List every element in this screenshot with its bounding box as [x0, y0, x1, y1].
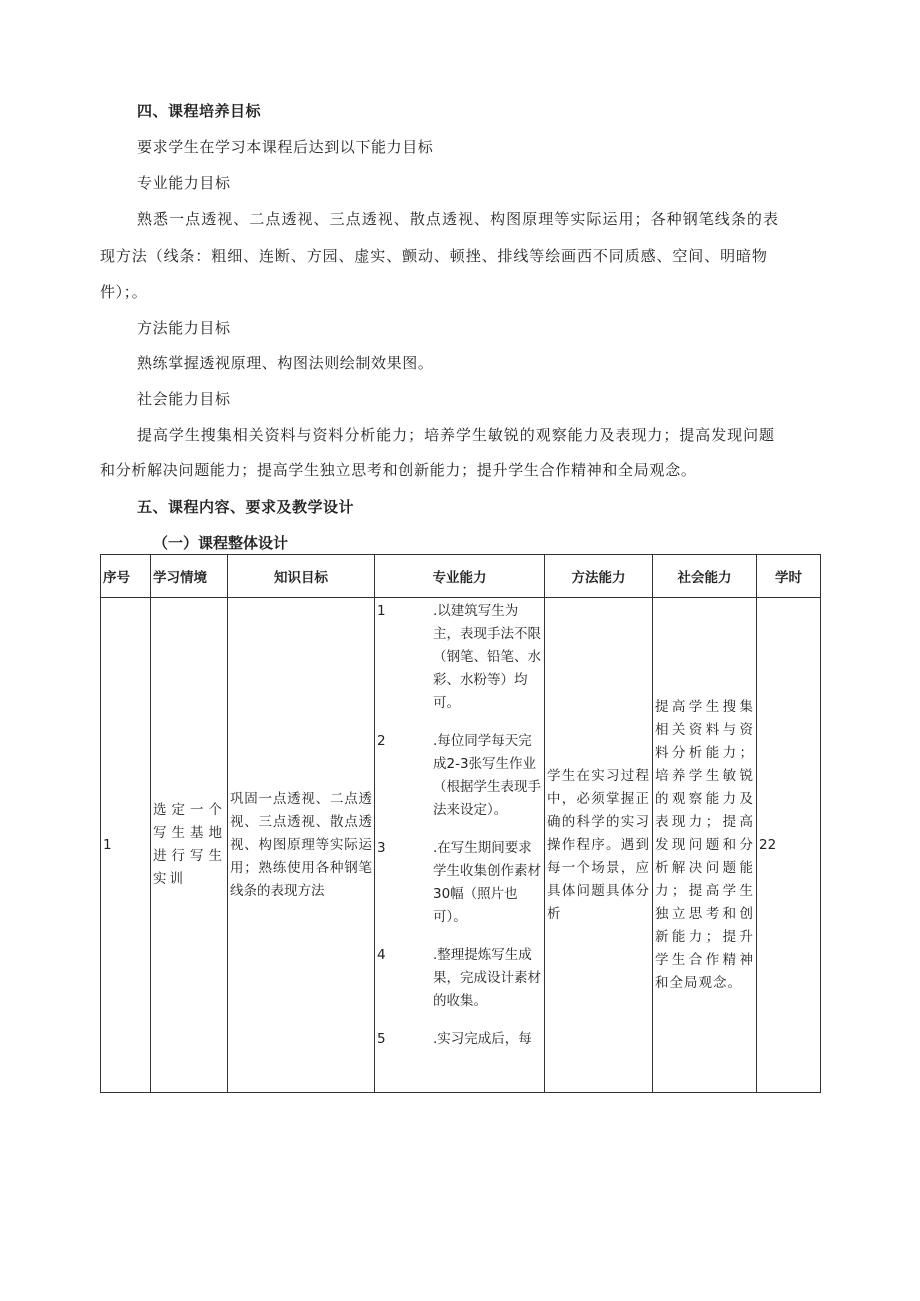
table-row [101, 598, 821, 1093]
social-goal-line2: 和分析解决问题能力；提高学生独立思考和创新能力；提升学生合作精神和全局观念。 [100, 461, 697, 479]
professional-goal-line3: 件）；。 [100, 283, 148, 301]
professional-item-text: .以建筑写生为主，表现手法不限（钢笔、铅笔、水彩、水粉等）均可。 [433, 603, 541, 711]
section5-heading: 五、课程内容、要求及教学设计 [137, 498, 355, 516]
header-professional: 专业能力 [375, 555, 545, 598]
professional-item-num: 2 [377, 733, 386, 749]
course-design-table [100, 554, 821, 1093]
header-seq: 序号 [101, 555, 151, 598]
header-method: 方法能力 [545, 555, 653, 598]
method-goal-text: 熟练掌握透视原理、构图法则绘制效果图。 [137, 354, 434, 372]
section4-intro: 要求学生在学习本课程后达到以下能力目标 [137, 138, 434, 156]
professional-item-text: .在写生期间要求学生收集创作素材30幅（照片也可）。 [433, 840, 541, 925]
header-hours: 学时 [757, 555, 821, 598]
table-header-row [101, 555, 821, 598]
professional-item-text: .整理提炼写生成果，完成设计素材的收集。 [433, 947, 541, 1009]
professional-item [377, 944, 542, 1013]
social-goal-line1: 提高学生搜集相关资料与资料分析能力；培养学生敏锐的观察能力及表现力；提高发现问题 [137, 426, 776, 444]
social-goal-title: 社会能力目标 [137, 390, 231, 408]
course-design-subheading: （一）课程整体设计 [153, 534, 289, 552]
professional-item [377, 1028, 542, 1051]
cell-social: 提高学生搜集相关资料与资料分析能力；培养学生敏锐的观察能力及表现力；提高发现问题和分析解决问题能力；提高学生独立思考和创新能力；提升学生合作精神和全局观念。 [653, 598, 757, 1093]
header-knowledge: 知识目标 [228, 555, 375, 598]
professional-item-num: 1 [377, 603, 386, 619]
professional-goal-line2: 现方法（线条：粗细、连断、方园、虚实、颤动、顿挫、排线等绘画西不同质感、空间、明暗物 [100, 247, 768, 265]
header-social: 社会能力 [653, 555, 757, 598]
method-goal-title: 方法能力目标 [137, 319, 231, 337]
professional-item [377, 730, 542, 822]
professional-item-text: .每位同学每天完成2-3张写生作业（根据学生表现手法来设定）。 [433, 733, 541, 818]
cell-professional [375, 598, 545, 1093]
professional-item-text: .实习完成后，每 [433, 1031, 532, 1047]
cell-seq: 1 [101, 598, 151, 1093]
section4-heading: 四、课程培养目标 [137, 102, 262, 120]
professional-item [377, 837, 542, 929]
professional-item-num: 4 [377, 947, 386, 963]
cell-method: 学生在实习过程中，必须掌握正确的科学的实习操作程序。遇到每一个场景，应具体问题具体分析 [545, 598, 653, 1093]
cell-situation: 选定一个写生基地进行写生实训 [151, 598, 228, 1093]
professional-item-num: 5 [377, 1031, 386, 1047]
cell-hours: 22 [757, 598, 821, 1093]
header-situation: 学习情境 [151, 555, 228, 598]
professional-goal-line1: 熟悉一点透视、二点透视、三点透视、散点透视、构图原理等实际运用；各种钢笔线条的表 [137, 210, 780, 228]
professional-item-num: 3 [377, 840, 386, 856]
professional-item [377, 600, 542, 715]
professional-goal-title: 专业能力目标 [137, 174, 231, 192]
cell-knowledge: 巩固一点透视、二点透视、三点透视、散点透视、构图原理等实际运用；熟练使用各种钢笔线条的表现方法 [228, 598, 375, 1093]
